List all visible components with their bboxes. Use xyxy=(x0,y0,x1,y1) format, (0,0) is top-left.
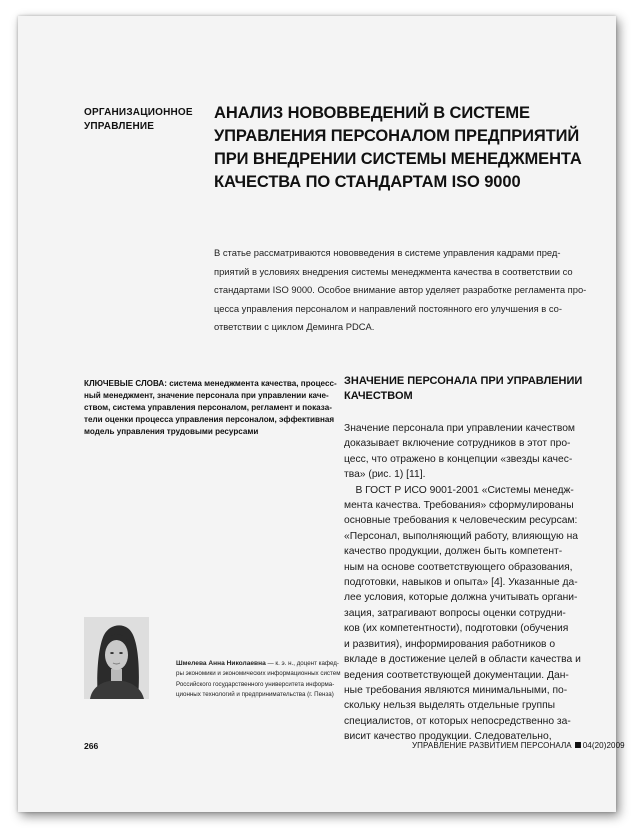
body-line: ным на основе соответствующего образования, xyxy=(344,561,573,573)
body-line: цесс, что отражено в концепции «звезды качес- xyxy=(344,453,573,465)
rubric-line: ОРГАНИЗАЦИОННОЕ xyxy=(84,107,193,118)
body-line: скольку нельзя выделять отдельные группы xyxy=(344,700,556,712)
keywords-line: ный менеджмент, значение персонала при управлении каче- xyxy=(84,391,329,400)
abstract-line: стандартами ISO 9000. Особое внимание автор уделяет разработке регламента про- xyxy=(214,284,587,296)
body-line: специалистов, от которых непосредственно за- xyxy=(344,715,571,727)
square-bullet-icon xyxy=(575,742,581,748)
author-credentials: — к. э. н., доцент кафед- xyxy=(265,660,339,667)
author-line: Российского государственного университета информа- xyxy=(176,680,335,688)
author-line xyxy=(176,659,339,669)
body-line: «Персонал, выполняющий работу, влияющую на xyxy=(344,530,579,542)
keywords-line: КЛЮЧЕВЫЕ СЛОВА: система менеджмента качества, процесс- xyxy=(84,379,337,388)
section-heading-line: КАЧЕСТВОМ xyxy=(344,389,413,402)
section-heading xyxy=(344,374,594,403)
title-line: АНАЛИЗ НОВОВВЕДЕНИЙ В СИСТЕМЕ xyxy=(214,104,530,122)
journal-name: УПРАВЛЕНИЕ РАЗВИТИЕМ ПЕРСОНАЛА xyxy=(412,741,572,750)
author-name: Шмелева Анна Николаевна xyxy=(176,660,266,667)
rubric-line: УПРАВЛЕНИЕ xyxy=(84,121,155,132)
section-heading-line: ЗНАЧЕНИЕ ПЕРСОНАЛА ПРИ УПРАВЛЕНИИ xyxy=(344,375,583,387)
abstract-line: В статье рассматриваются нововведения в системе управления кадрами пред- xyxy=(214,247,561,258)
title-line: ПРИ ВНЕДРЕНИИ СИСТЕМЫ МЕНЕДЖМЕНТА xyxy=(214,150,582,168)
keywords-line: модель управления трудовыми ресурсами xyxy=(84,427,259,436)
title-line: УПРАВЛЕНИЯ ПЕРСОНАЛОМ ПРЕДПРИЯТИЙ xyxy=(214,127,580,145)
body-line: доказывает включение сотрудников в этот про- xyxy=(344,438,571,450)
body-line: В ГОСТ Р ИСО 9001-2001 «Системы менедж- xyxy=(344,484,574,496)
title-line: КАЧЕСТВА ПО СТАНДАРТАМ ISO 9000 xyxy=(214,173,521,191)
author-line: ры экономики и экономических информационных систем xyxy=(176,670,341,678)
body-line: и развития), информирования работников о xyxy=(344,638,556,650)
body-line: качество продукции, должен быть компетент- xyxy=(344,546,563,558)
abstract-line: приятий в условиях внедрения системы менеджмента качества в соответствии со xyxy=(214,265,573,277)
keywords-line: ством, система управления персоналом, регламент и показа- xyxy=(84,403,332,412)
author-photo xyxy=(84,617,149,699)
journal-page xyxy=(18,16,625,812)
body-column xyxy=(344,421,594,745)
article-title xyxy=(214,102,614,194)
page-number: 266 xyxy=(84,741,99,751)
body-line: подготовки, навыков и опыта» [4]. Указанные да- xyxy=(344,577,578,589)
body-line: Значение персонала при управлении качеством xyxy=(344,423,576,434)
abstract-line: цесса управления персоналом и направлений постоянного его улучшения в со- xyxy=(214,302,562,314)
body-line: ков (их компетентности), подготовки (обучения xyxy=(344,623,569,635)
body-line: мента качества. Требования» сформулированы xyxy=(344,500,574,512)
author-info xyxy=(176,659,341,701)
body-line: висит качество продукции. Следовательно, xyxy=(344,731,552,743)
author-line: ционных технологий и предпринимательства (г. Пенза) xyxy=(176,691,334,699)
running-footer xyxy=(412,741,625,750)
body-line: тва» (рис. 1) [11]. xyxy=(344,469,426,481)
body-line: зация, затрагивают вопросы оценки сотрудни- xyxy=(344,607,566,619)
section-rubric xyxy=(84,106,204,134)
body-line: основные требования к человеческим ресурсам: xyxy=(344,515,578,527)
body-line: лее условия, которые должна учитывать органи- xyxy=(344,592,578,604)
keywords-block xyxy=(84,378,337,438)
body-line: вкладе в достижение целей в области качества и xyxy=(344,654,581,666)
body-line: ные требования являются минимальными, по- xyxy=(344,684,568,696)
abstract-line: ответствии с циклом Деминга PDCA. xyxy=(214,321,375,333)
keywords-line: тели оценки процесса управления персоналом, эффективная xyxy=(84,415,335,424)
issue-number: 04(20)2009 xyxy=(582,741,625,750)
body-line: ведения соответствующей документации. Дан- xyxy=(344,669,569,681)
article-abstract xyxy=(214,244,587,337)
author-portrait-image xyxy=(84,617,149,699)
